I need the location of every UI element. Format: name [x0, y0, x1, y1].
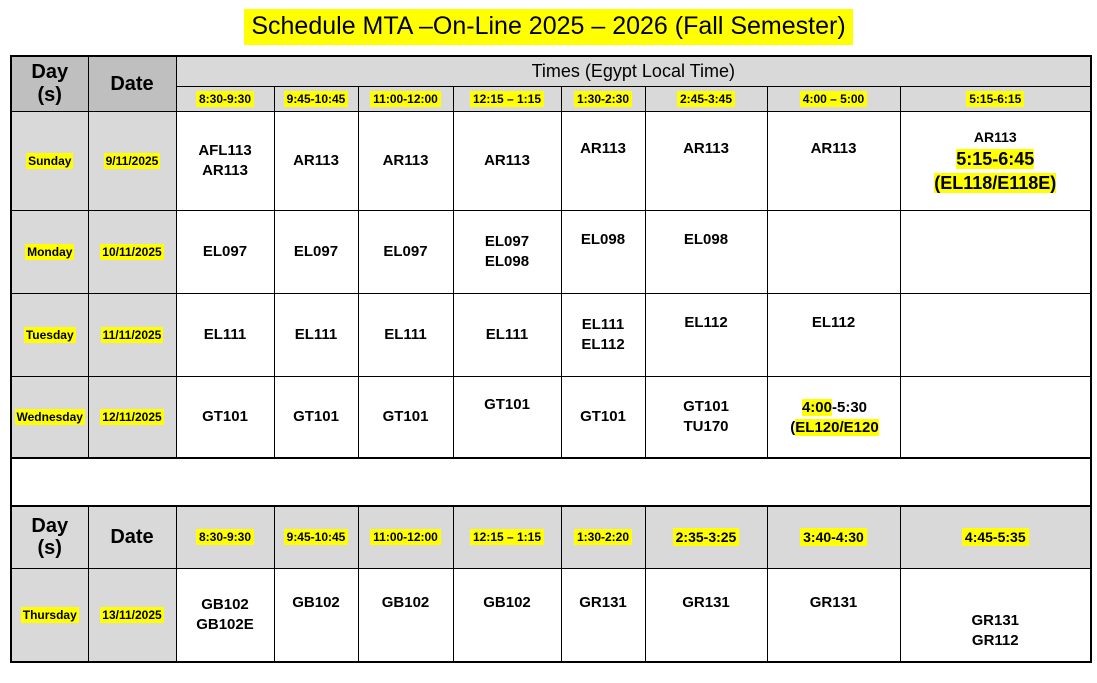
- schedule-cell: [900, 293, 1091, 376]
- day-header2-line2: (s): [37, 537, 62, 560]
- schedule-cell: [767, 210, 900, 293]
- plain-text: GT101: [683, 397, 729, 415]
- cell-line: [562, 315, 645, 335]
- time-slot-header: [453, 86, 561, 111]
- time-slot-header: [176, 86, 274, 111]
- schedule-cell-content: [901, 611, 1091, 651]
- schedule-cell: [274, 293, 358, 376]
- cell-line: [454, 151, 561, 171]
- schedule-row: [11, 111, 1091, 210]
- plain-text: GR131: [809, 593, 858, 611]
- cell-line: [177, 325, 274, 345]
- date-cell: [88, 376, 176, 458]
- date-header-2: Date: [88, 506, 176, 568]
- schedule-cell-content: [275, 242, 358, 262]
- date-label: 12/11/2025: [102, 409, 162, 424]
- schedule-cell: [358, 111, 453, 210]
- schedule-cell: [274, 210, 358, 293]
- time-slot-header: [767, 86, 900, 111]
- day-cell: [11, 210, 88, 293]
- plain-text: EL111: [384, 325, 427, 343]
- schedule-table: [10, 55, 1092, 663]
- schedule-cell: [645, 111, 767, 210]
- schedule-cell: [274, 111, 358, 210]
- day-label: Wednesday: [16, 409, 83, 424]
- cell-line: [646, 230, 767, 250]
- schedule-cell: [900, 568, 1091, 662]
- plain-text: AR113: [202, 161, 248, 179]
- cell-line: [768, 313, 900, 333]
- schedule-cell: [274, 376, 358, 458]
- plain-text: GR131: [682, 593, 730, 611]
- plain-text: EL097: [202, 242, 248, 260]
- plain-text: GR131: [579, 593, 627, 611]
- time-slot-label: 2:45-3:45: [677, 91, 735, 107]
- date-label: 11/11/2025: [102, 327, 162, 342]
- time-slot-header: [453, 506, 561, 568]
- schedule-cell: [561, 376, 645, 458]
- plain-text: EL112: [811, 313, 856, 331]
- plain-text: GR131: [971, 611, 1020, 629]
- schedule-cell-content: [454, 232, 561, 272]
- plain-text: EL111: [203, 325, 247, 343]
- day-header-2: [11, 506, 88, 568]
- plain-text: GB102: [201, 595, 249, 613]
- table1-header-row: [11, 56, 1091, 86]
- schedule-cell: [453, 568, 561, 662]
- time-slot-header: [645, 506, 767, 568]
- day-cell: [11, 111, 88, 210]
- cell-line: [359, 593, 453, 613]
- schedule-cell-content: [646, 139, 767, 159]
- cell-line: [275, 593, 358, 613]
- time-slot-label: 11:00-12:00: [370, 529, 441, 545]
- time-slot-header: [561, 506, 645, 568]
- schedule-cell-content: [177, 242, 274, 262]
- plain-text: AR113: [382, 151, 429, 169]
- day-label: Sunday: [28, 153, 72, 168]
- highlighted-text: 5:15-6:45: [956, 148, 1035, 169]
- schedule-cell-content: [901, 125, 1091, 195]
- plain-text: EL111: [294, 325, 338, 343]
- cell-line: [562, 230, 645, 250]
- plain-text: GB102: [292, 593, 340, 611]
- schedule-cell: [767, 293, 900, 376]
- page-title-text: Schedule MTA –On-Line 2025 – 2026 (Fall Semester): [244, 9, 852, 45]
- day-cell: [11, 293, 88, 376]
- date-label: 9/11/2025: [105, 153, 159, 168]
- plain-text: EL097: [484, 232, 530, 250]
- schedule-cell: [645, 568, 767, 662]
- time-slot-label: 4:45-5:35: [962, 528, 1029, 546]
- plain-text: TU170: [683, 417, 729, 435]
- date-cell: [88, 568, 176, 662]
- time-slot-label: 5:15-6:15: [966, 91, 1024, 107]
- cell-line: [177, 242, 274, 262]
- time-slot-label: 3:40-4:30: [800, 528, 867, 546]
- cell-line: [770, 418, 900, 438]
- time-slot-label: 11:00-12:00: [370, 91, 441, 107]
- schedule-cell-content: [177, 141, 274, 181]
- cell-line: [562, 593, 645, 613]
- cell-line: [454, 325, 561, 345]
- time-slot-label: 9:45-10:45: [284, 91, 349, 107]
- cell-line: [901, 631, 1091, 651]
- schedule-cell: [561, 568, 645, 662]
- highlighted-text: EL120/E120: [795, 419, 879, 437]
- time-slot-label: 12:15 – 1:15: [470, 529, 544, 545]
- date-label: 13/11/2025: [102, 607, 162, 622]
- time-slot-label: 1:30-2:20: [574, 529, 632, 545]
- time-slot-header: [358, 506, 453, 568]
- cell-line: [359, 151, 453, 171]
- cell-line: [454, 252, 561, 272]
- cell-line: [562, 335, 645, 355]
- date-header: Date: [88, 56, 176, 111]
- cell-line: [646, 397, 767, 417]
- schedule-cell: [176, 210, 274, 293]
- day-header-line1: Day: [31, 61, 69, 84]
- day-cell: [11, 376, 88, 458]
- schedule-cell-content: [359, 593, 453, 613]
- schedule-cell-content: [562, 139, 645, 159]
- schedule-cell: [453, 293, 561, 376]
- cell-line: [454, 232, 561, 252]
- schedule-cell-content: [454, 395, 561, 415]
- schedule-cell-content: [768, 313, 900, 333]
- time-slot-header: [900, 86, 1091, 111]
- schedule-cell: [453, 376, 561, 458]
- schedule-cell-content: [646, 230, 767, 250]
- time-slot-header: [645, 86, 767, 111]
- schedule-cell-content: [562, 407, 645, 427]
- schedule-cell: [453, 111, 561, 210]
- schedule-cell-content: [454, 325, 561, 345]
- time-slot-header: [176, 506, 274, 568]
- schedule-cell-content: [768, 593, 900, 613]
- time-slot-header: [274, 86, 358, 111]
- time-slot-header: [358, 86, 453, 111]
- schedule-cell: [176, 293, 274, 376]
- plain-text: AR113: [973, 129, 1017, 146]
- plain-text: GR112: [971, 631, 1019, 649]
- day-label: Thursday: [22, 607, 77, 622]
- day-header2-line1: Day: [31, 514, 69, 537]
- schedule-cell: [176, 568, 274, 662]
- schedule-cell-content: [562, 315, 645, 355]
- times-header: Times (Egypt Local Time): [176, 56, 1091, 86]
- plain-text: AR113: [810, 139, 857, 157]
- schedule-cell: [274, 568, 358, 662]
- cell-line: [562, 407, 645, 427]
- schedule-cell: [176, 376, 274, 458]
- plain-text: GT101: [580, 407, 626, 425]
- schedule-cell: [176, 111, 274, 210]
- schedule-cell-content: [454, 593, 561, 613]
- schedule-cell: [645, 210, 767, 293]
- separator-row: [11, 458, 1091, 506]
- day-label: Monday: [27, 244, 73, 259]
- time-slot-header: [561, 86, 645, 111]
- date-label: 10/11/2025: [102, 244, 162, 259]
- cell-line: [901, 147, 1091, 171]
- separator-cell: [11, 458, 1091, 506]
- schedule-row: [11, 568, 1091, 662]
- cell-line: [646, 139, 767, 159]
- schedule-cell: [358, 568, 453, 662]
- highlighted-text: 4:00: [801, 399, 832, 417]
- plain-text: EL098: [484, 252, 530, 270]
- plain-text: GT101: [382, 407, 429, 425]
- plain-text: AR113: [580, 139, 626, 157]
- cell-line: [177, 141, 274, 161]
- schedule-cell-content: [768, 139, 900, 159]
- schedule-cell: [358, 210, 453, 293]
- cell-line: [275, 407, 358, 427]
- schedule-cell: [900, 376, 1091, 458]
- cell-line: [646, 313, 767, 333]
- schedule-cell: [767, 111, 900, 210]
- plain-text: AR113: [683, 139, 729, 157]
- cell-line: [454, 395, 561, 415]
- schedule-cell: [561, 111, 645, 210]
- plain-text: (: [790, 419, 796, 437]
- cell-line: [901, 128, 1091, 146]
- schedule-cell-content: [359, 325, 453, 345]
- date-cell: [88, 111, 176, 210]
- plain-text: EL112: [684, 313, 728, 331]
- schedule-cell: [900, 111, 1091, 210]
- cell-line: [646, 593, 767, 613]
- schedule-row: [11, 293, 1091, 376]
- time-slot-header: [900, 506, 1091, 568]
- schedule-row: [11, 210, 1091, 293]
- schedule-cell-content: [275, 407, 358, 427]
- table2-header-row: [11, 506, 1091, 568]
- plain-text: GT101: [202, 407, 248, 425]
- cell-line: [275, 242, 358, 262]
- highlighted-text: (EL118/E118E): [934, 173, 1057, 194]
- cell-line: [275, 325, 358, 345]
- plain-text: EL097: [293, 242, 339, 260]
- cell-line: [359, 407, 453, 427]
- schedule-cell: [767, 568, 900, 662]
- day-cell: [11, 568, 88, 662]
- plain-text: AR113: [293, 151, 339, 169]
- cell-line: [562, 139, 645, 159]
- schedule-cell: [767, 376, 900, 458]
- cell-line: [177, 161, 274, 181]
- plain-text: -5:30: [832, 399, 868, 417]
- schedule-cell: [561, 210, 645, 293]
- plain-text: GT101: [484, 395, 530, 413]
- cell-line: [359, 242, 453, 262]
- time-slot-label: 2:35-3:25: [673, 528, 740, 546]
- cell-line: [454, 593, 561, 613]
- schedule-cell-content: [177, 595, 274, 635]
- schedule-cell: [561, 293, 645, 376]
- time-slot-header: [274, 506, 358, 568]
- schedule-cell: [358, 293, 453, 376]
- plain-text: EL097: [383, 242, 428, 260]
- schedule-cell-content: [646, 313, 767, 333]
- schedule-cell-content: [275, 325, 358, 345]
- cell-line: [901, 611, 1091, 631]
- schedule-cell-content: [177, 407, 274, 427]
- schedule-cell-content: [646, 397, 767, 437]
- schedule-cell: [453, 210, 561, 293]
- schedule-cell-content: [454, 151, 561, 171]
- plain-text: EL098: [683, 230, 729, 248]
- plain-text: GB102: [483, 593, 531, 611]
- time-slot-header: [767, 506, 900, 568]
- time-slot-label: 12:15 – 1:15: [470, 91, 544, 107]
- plain-text: GT101: [293, 407, 339, 425]
- cell-line: [901, 171, 1091, 195]
- schedule-cell: [900, 210, 1091, 293]
- page-title: [0, 9, 1097, 45]
- cell-line: [177, 615, 274, 635]
- schedule-cell-content: [359, 242, 453, 262]
- plain-text: EL098: [580, 230, 626, 248]
- schedule-cell-content: [562, 230, 645, 250]
- time-slot-label: 1:30-2:30: [574, 91, 632, 107]
- plain-text: EL111: [485, 325, 529, 343]
- cell-line: [646, 417, 767, 437]
- schedule-row: [11, 376, 1091, 458]
- time-slot-label: 8:30-9:30: [196, 91, 254, 107]
- time-slot-label: 4:00 – 5:00: [800, 91, 867, 107]
- schedule-cell: [645, 376, 767, 458]
- schedule-cell-content: [646, 593, 767, 613]
- schedule-cell-content: [359, 151, 453, 171]
- time-slot-label: 8:30-9:30: [196, 529, 254, 545]
- plain-text: AR113: [484, 151, 530, 169]
- day-header-line2: (s): [37, 83, 62, 106]
- schedule-cell-content: [359, 407, 453, 427]
- schedule-cell: [358, 376, 453, 458]
- cell-line: [768, 593, 900, 613]
- day-label: Tuesday: [25, 327, 74, 342]
- cell-line: [177, 595, 274, 615]
- cell-line: [768, 139, 900, 159]
- schedule-cell-content: [177, 325, 274, 345]
- day-header: [11, 56, 88, 111]
- cell-line: [359, 325, 453, 345]
- schedule-cell-content: [562, 593, 645, 613]
- schedule-cell: [645, 293, 767, 376]
- plain-text: GB102E: [196, 615, 254, 633]
- time-slot-label: 9:45-10:45: [284, 529, 349, 545]
- date-cell: [88, 293, 176, 376]
- plain-text: EL111: [581, 315, 625, 333]
- cell-line: [275, 151, 358, 171]
- schedule-cell-content: [275, 593, 358, 613]
- schedule-cell-content: [275, 151, 358, 171]
- plain-text: EL112: [581, 335, 625, 353]
- schedule-cell-content: [768, 395, 900, 438]
- plain-text: GB102: [381, 593, 430, 611]
- cell-line: [177, 407, 274, 427]
- plain-text: AFL113: [198, 141, 252, 159]
- cell-line: [770, 398, 900, 418]
- date-cell: [88, 210, 176, 293]
